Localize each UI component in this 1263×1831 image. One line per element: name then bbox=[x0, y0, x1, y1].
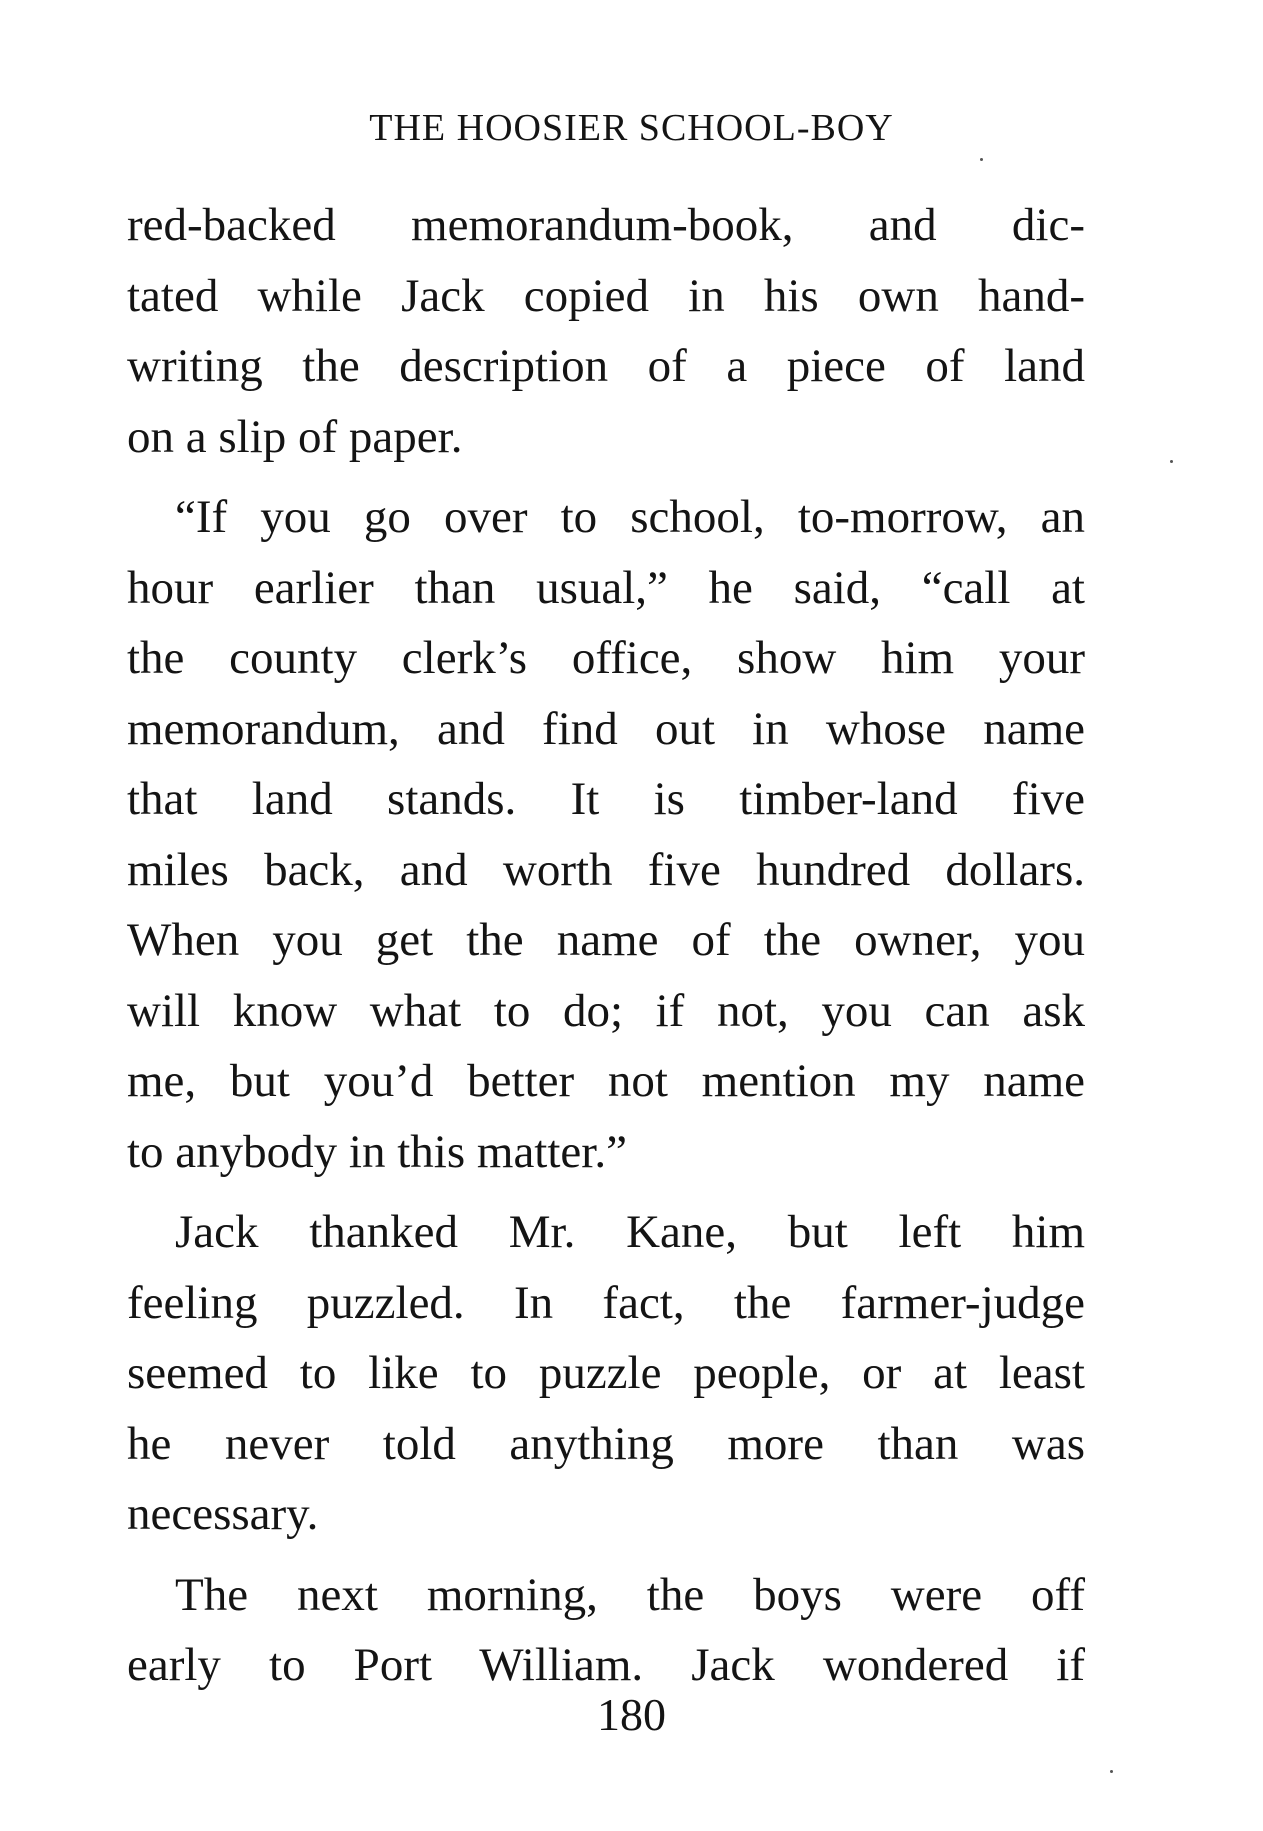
scan-speck bbox=[1170, 460, 1173, 463]
text-line: “If you go over to school, to-morrow, an bbox=[175, 491, 1085, 543]
text-line: seemed to like to puzzle people, or at least bbox=[127, 1347, 1085, 1399]
page-number: 180 bbox=[597, 1689, 666, 1740]
text-line: the county clerk’s office, show him your bbox=[127, 632, 1085, 684]
scan-speck bbox=[1110, 1770, 1113, 1773]
text-line: to anybody in this matter.” bbox=[127, 1125, 627, 1178]
paragraph bbox=[127, 1197, 1085, 1550]
text-line: The next morning, the boys were off bbox=[175, 1568, 1085, 1621]
running-head: THE HOOSIER SCHOOL-BOY bbox=[369, 107, 894, 149]
text-line: tated while Jack copied in his own hand- bbox=[127, 269, 1085, 322]
text-line: feeling puzzled. In fact, the farmer-judge bbox=[127, 1276, 1085, 1329]
text-line: writing the description of a piece of land bbox=[127, 340, 1085, 392]
scan-speck bbox=[980, 158, 983, 161]
body-text bbox=[127, 190, 1085, 1701]
text-line: miles back, and worth five hundred dollars. bbox=[127, 843, 1085, 896]
paragraph bbox=[127, 190, 1085, 472]
paragraph bbox=[127, 482, 1085, 1187]
text-line: will know what to do; if not, you can ask bbox=[127, 984, 1085, 1037]
text-line: he never told anything more than was bbox=[127, 1417, 1085, 1470]
text-line: early to Port William. Jack wondered if bbox=[127, 1639, 1085, 1691]
text-line: that land stands. It is timber-land five bbox=[127, 773, 1085, 825]
text-line: memorandum, and find out in whose name bbox=[127, 702, 1085, 755]
text-line: me, but you’d better not mention my name bbox=[127, 1055, 1085, 1107]
text-line: on a slip of paper. bbox=[127, 410, 463, 463]
text-line: red-backed memorandum-book, and dic- bbox=[127, 199, 1085, 251]
text-line: When you get the name of the owner, you bbox=[127, 914, 1085, 966]
text-line: hour earlier than usual,” he said, “call at bbox=[127, 561, 1085, 614]
text-line: Jack thanked Mr. Kane, but left him bbox=[175, 1206, 1085, 1258]
text-line: necessary. bbox=[127, 1488, 319, 1540]
paragraph bbox=[127, 1560, 1085, 1701]
